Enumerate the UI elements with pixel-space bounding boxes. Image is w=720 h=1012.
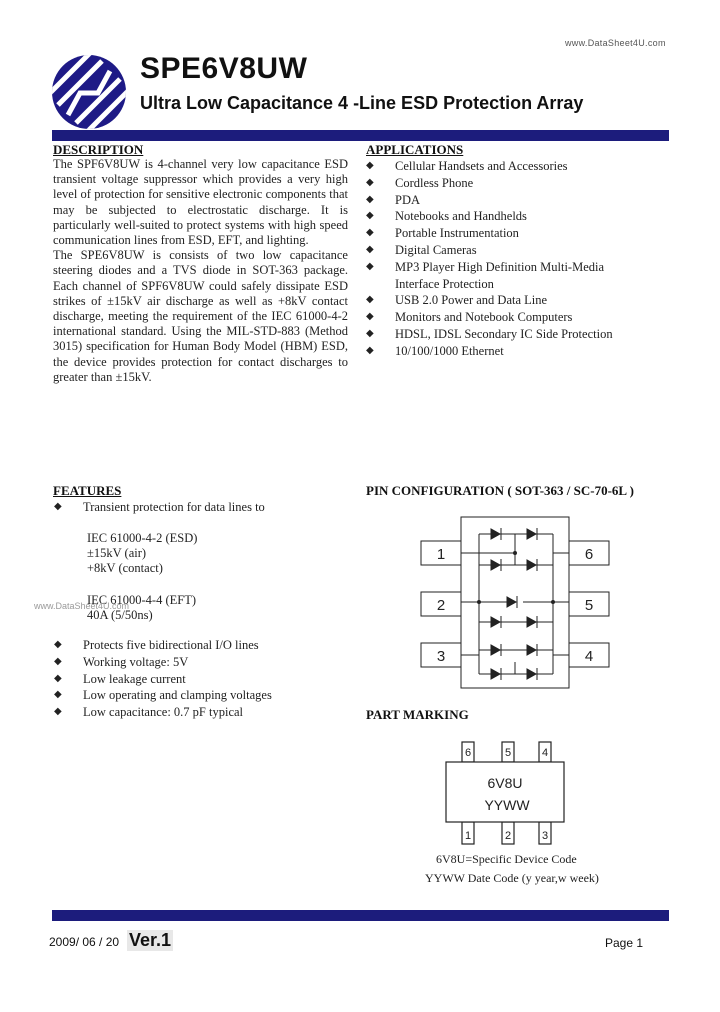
description-text [53, 157, 348, 385]
diamond-bullet-icon: ◆ [54, 689, 62, 701]
list-item-text: Cellular Handsets and Accessories [395, 159, 568, 173]
list-item-text: Digital Cameras [395, 242, 477, 257]
list-item-text: Monitors and Notebook Computers [395, 310, 573, 325]
company-logo [50, 53, 128, 131]
list-item-text: MP3 Player High Definition Multi-Media Interface Protection [395, 259, 605, 291]
features-heading: FEATURES [53, 483, 122, 498]
list-item [366, 292, 666, 309]
pin-config-heading: PIN CONFIGURATION ( SOT-363 / SC-70-6L ) [366, 483, 634, 498]
list-item [366, 309, 666, 326]
pin-label-4: 4 [584, 648, 594, 665]
diamond-bullet-icon: ◆ [366, 227, 374, 239]
list-item [54, 499, 354, 516]
part-number-title: SPE6V8UW [140, 52, 308, 85]
diamond-bullet-icon: ◆ [366, 210, 374, 222]
iec-esd-block [87, 531, 197, 576]
marking-line-2: YYWW [484, 797, 530, 813]
diamond-bullet-icon: ◆ [366, 344, 374, 356]
diamond-bullet-icon: ◆ [366, 193, 374, 205]
diode-icons [491, 528, 537, 680]
list-item-text: HDSL, IDSL Secondary IC Side Protection [395, 326, 613, 341]
footer-divider-bar [52, 910, 669, 921]
footer-page-number: Page 1 [605, 936, 644, 950]
marking-line-1: 6V8U [487, 775, 523, 791]
list-item [366, 192, 666, 209]
part-marking-heading: PART MARKING [366, 707, 469, 722]
list-item [366, 343, 666, 360]
list-item [54, 704, 354, 721]
diamond-bullet-icon: ◆ [54, 639, 62, 650]
diamond-bullet-icon: ◆ [54, 501, 62, 512]
list-item-text: Working voltage: 5V [83, 654, 189, 669]
list-item-text: Notebooks and Handhelds [395, 209, 527, 224]
iec-esd-standard: IEC 61000-4-2 (ESD) [87, 531, 198, 545]
list-item-text: Cordless Phone [395, 175, 474, 190]
list-item [54, 687, 354, 704]
product-subtitle: Ultra Low Capacitance 4 -Line ESD Protection Array [140, 93, 584, 113]
description-paragraph-1: The SPF6V8UW is 4-channel very low capacitance ESD transient voltage suppressor which provides a very high level of protection for sensitive electronic components that may be subjected to electrostatic discharge. It is particularly well-suited to protect systems with high speed communication lines from ESD, EFT, and lighting. [53, 157, 348, 248]
marking-pin-label-5: 5 [504, 747, 512, 759]
marking-pin-label-3: 3 [541, 830, 549, 842]
pin-label-1: 1 [436, 546, 446, 563]
features-list [54, 637, 354, 721]
list-item [54, 654, 354, 671]
description-paragraph-2: The SPE6V8UW is consists of two low capacitance steering diodes and a TVS diode in SOT-363 package. Each channel of SPF6V8UW could safely dissipate ESD strikes of ±15kV air discharge as well as +8kV contact discharge, meeting the requirement of the IEC 61000-4-2 international standard. Using the MIL-STD-883 (Method 3015) specification for Human Body Model (HBM) ESD, the device provides protection for contact discharges to greater than ±15kV. [53, 248, 348, 384]
iec-esd-contact: +8kV (contact) [87, 561, 163, 575]
diamond-bullet-icon: ◆ [366, 327, 374, 339]
list-item [366, 242, 666, 259]
list-item [366, 326, 666, 343]
junction-dots [477, 551, 555, 604]
list-item-text: Low leakage current [83, 671, 186, 686]
marking-package-body [446, 762, 564, 822]
list-item-text: Low operating and clamping voltages [83, 688, 272, 703]
list-item-text: Portable Instrumentation [395, 226, 519, 241]
diamond-bullet-icon: ◆ [54, 655, 62, 667]
list-item [366, 225, 666, 242]
iec-esd-air: ±15kV (air) [87, 546, 147, 560]
diamond-bullet-icon: ◆ [366, 160, 374, 171]
watermark-url: www.DataSheet4U.com [565, 38, 666, 48]
diamond-bullet-icon: ◆ [54, 672, 62, 684]
pin-configuration-diagram [415, 512, 615, 692]
marking-caption-date-code: YYWW Date Code (y year,w week) [425, 871, 599, 885]
features-intro-list [54, 499, 354, 516]
list-item-text: PDA [395, 192, 421, 207]
diamond-bullet-icon: ◆ [366, 294, 374, 306]
diamond-bullet-icon: ◆ [366, 260, 374, 272]
list-item-text: Protects five bidirectional I/O lines [83, 638, 259, 652]
iec-eft-rating: 40A (5/50ns) [87, 608, 153, 622]
marking-pin-label-1: 1 [464, 830, 472, 842]
list-item [54, 671, 354, 688]
description-heading: DESCRIPTION [53, 142, 144, 157]
marking-pin-label-2: 2 [504, 830, 512, 842]
watermark-url-left: www.DataSheet4U.com [34, 601, 130, 611]
list-item [54, 637, 354, 654]
part-marking-diagram [440, 740, 570, 848]
pin-label-5: 5 [584, 597, 594, 614]
pin-label-2: 2 [436, 597, 446, 614]
marking-pin-label-4: 4 [541, 747, 549, 759]
list-item-text: 10/100/1000 Ethernet [395, 343, 504, 358]
list-item [366, 208, 666, 225]
diamond-bullet-icon: ◆ [366, 176, 374, 188]
list-item [366, 158, 666, 175]
header-divider-bar [52, 130, 669, 141]
list-item-text: Transient protection for data lines to [83, 500, 265, 514]
diamond-bullet-icon: ◆ [366, 243, 374, 255]
footer-date: 2009/ 06 / 20 [49, 935, 120, 949]
list-item [366, 175, 666, 192]
iec-eft-standard: IEC 61000-4-4 (EFT) [87, 593, 197, 607]
diamond-bullet-icon: ◆ [54, 706, 62, 718]
pin-label-3: 3 [436, 648, 446, 665]
list-item-text: Low capacitance: 0.7 pF typical [83, 705, 244, 720]
marking-caption-device-code: 6V8U=Specific Device Code [436, 852, 577, 866]
marking-pin-label-6: 6 [464, 747, 472, 759]
pin-label-6: 6 [584, 546, 594, 563]
list-item-text: USB 2.0 Power and Data Line [395, 293, 548, 308]
applications-list [366, 158, 666, 360]
applications-heading: APPLICATIONS [366, 142, 464, 157]
list-item [366, 259, 635, 293]
footer-version: Ver.1 [129, 930, 172, 950]
diamond-bullet-icon: ◆ [366, 311, 374, 323]
